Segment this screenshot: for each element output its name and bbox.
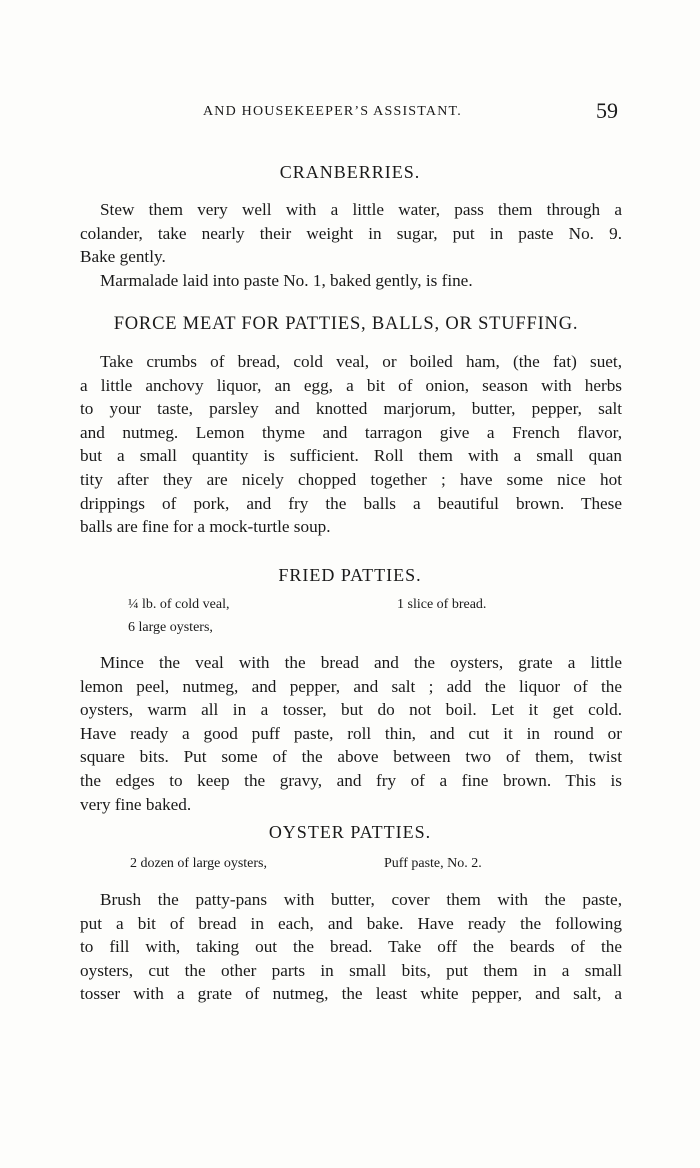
ingredient-item: Puff paste, No. 2. (384, 856, 482, 871)
text-line: tosser with a grate of nutmeg, the least white pepper, and salt, a (80, 984, 622, 1004)
text-line: balls are fine for a mock-turtle soup. (80, 517, 331, 537)
text-line: Marmalade laid into paste No. 1, baked gently, is fine. (100, 271, 473, 290)
text-line: tity after they are nicely chopped together ; have some nice hot (80, 469, 622, 489)
running-title: AND HOUSEKEEPER’S ASSISTANT. (203, 104, 462, 119)
fried-patties-heading: FRIED PATTIES. (278, 565, 422, 585)
text-line: put a bit of bread in each, and bake. Have ready the following (80, 913, 622, 933)
text-line: colander, take nearly their weight in sugar, put in paste No. 9. (80, 223, 622, 243)
text-line: to fill with, taking out the bread. Take off the beards of the (80, 937, 622, 957)
text-line: Brush the patty-pans with butter, cover them with the paste, (100, 890, 622, 909)
text-line: oysters, warm all in a tosser, but do not boil. Let it get cold. (80, 700, 622, 720)
text-line: to your taste, parsley and knotted marjorum, butter, pepper, salt (80, 399, 622, 419)
text-line: Take crumbs of bread, cold veal, or boiled ham, (the fat) suet, (100, 352, 622, 371)
text-line: lemon peel, nutmeg, and pepper, and salt ; add the liquor of the (80, 676, 622, 696)
ingredient-item: ¼ lb. of cold veal, (128, 597, 230, 612)
force-meat-heading: FORCE MEAT FOR PATTIES, BALLS, OR STUFFING. (113, 314, 579, 334)
oyster-patties-heading: OYSTER PATTIES. (268, 822, 432, 842)
oyster-patties-paragraph (80, 888, 622, 1006)
text-line: Stew them very well with a little water, pass them through a (100, 200, 622, 219)
ingredient-item: 6 large oysters, (128, 620, 213, 635)
text-line: a little anchovy liquor, an egg, a bit of onion, season with herbs (80, 375, 622, 395)
page-number: 59 (596, 98, 618, 123)
text-line: square bits. Put some of the above between two of them, twist (80, 747, 622, 767)
cranberries-paragraph (80, 198, 622, 269)
ingredient-item: 1 slice of bread. (397, 597, 487, 612)
text-line: Mince the veal with the bread and the oysters, grate a little (100, 653, 622, 672)
text-line: drippings of pork, and fry the balls a beautiful brown. These (80, 493, 622, 513)
force-meat-paragraph (80, 350, 622, 539)
text-line: but a small quantity is sufficient. Roll them with a small quan (80, 446, 622, 466)
fried-patties-paragraph (80, 651, 622, 816)
text-line: Have ready a good puff paste, roll thin, and cut it in round or (80, 723, 622, 743)
text-line: and nutmeg. Lemon thyme and tarragon give a French flavor, (80, 422, 622, 442)
cranberries-heading: CRANBERRIES. (279, 162, 421, 182)
marmalade-paragraph (80, 269, 622, 293)
text-line: oysters, cut the other parts in small bits, put them in a small (80, 960, 622, 980)
text-line: Bake gently. (80, 247, 166, 267)
ingredient-item: 2 dozen of large oysters, (130, 856, 267, 871)
text-line: the edges to keep the gravy, and fry of a fine brown. This is (80, 770, 622, 790)
text-line: very fine baked. (80, 794, 192, 814)
running-head (0, 98, 700, 128)
